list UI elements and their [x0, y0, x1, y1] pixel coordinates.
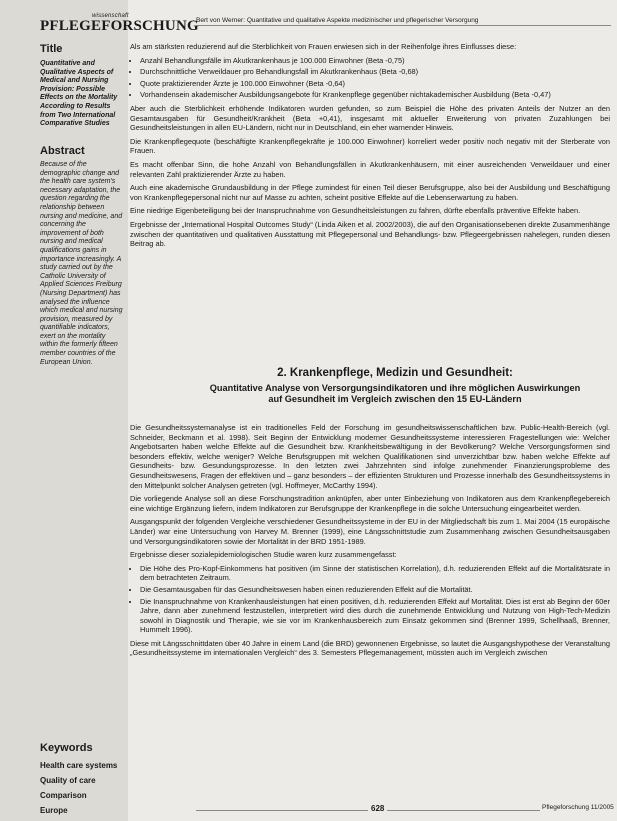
- bottom-bullet-list: [130, 564, 610, 635]
- bullet-item: • Durchschnittliche Verweildauer pro Behandlungsfall im Akutkrankenhaus (Beta -0,68): [140, 67, 610, 77]
- body-paragraph: Aber auch die Sterblichkeit erhöhende Indikatoren wurden gefunden, so zum Beispiel die Höhe des privaten Anteils der Nutzer an den Gesamtausgaben für Gesundheit/Krankheit (Beta +0,41), insgesamt mit aktueller Erweiterung von privaten Zuzahlungen bei Gesundheitsleistungen in allen EU-Ländern, nicht nur in Deutschland, ein eher warnender Hinweis.: [130, 103, 610, 133]
- keyword: Quality of care: [40, 776, 96, 785]
- abstract-heading: Abstract: [40, 145, 85, 157]
- body-paragraph: Die vorliegende Analyse soll an diese Forschungstradition anknüpfen, aber unter Einbeziehung von Indikatoren aus dem Krankenpflegebereich eine wichtige Ergänzung liefern, indem Indikatoren zur Berufsgruppe der Krankenpflege in die solche Untersuchung eingearbeitet werden.: [130, 494, 610, 513]
- keyword: Health care systems: [40, 761, 118, 770]
- title-heading: Title: [40, 43, 63, 55]
- journal-logo: [40, 13, 199, 35]
- body-paragraph: Ausgangspunkt der folgenden Vergleiche verschiedener Gesundheitssysteme in der EU in der Mitgliedschaft bis zum 1. Mai 2004 (15 europäische Länder) war eine Untersuchung von Harvey M. Brenner (1999), eine Längsschnittstudie zum Zusammenhang zwischen Gesundheitsausgaben und Versorgungsindikatoren sowie der Mortalität in der BRD 1951-1989.: [130, 517, 610, 546]
- keyword: Comparison: [40, 791, 87, 800]
- journal-subtitle: wissenschaft: [92, 13, 129, 19]
- journal-name: PFLEGEFORSCHUNG: [40, 18, 199, 34]
- bullet-item: • Die Inanspruchnahme von Krankenhausleistungen hat einen positiven, d.h. reduzierenden Effekt auf Mortalität. Dies ist erst ab Beginn der 60er Jahre, dann aber zunehmend festzustellen, interpretiert wird dies durch die zunehmende Entwicklung und Nutzung von High-Tech-Medizin sowohl in Diagnostik und Therapie, wie sie vor im Krankenhausbereich zum Einsatz gekommen sind (Brenner 1999, Schellhaaß, Brenner, Hummelt 1996).: [140, 597, 610, 635]
- section-title: 2. Krankenpflege, Medizin und Gesundheit:: [277, 367, 513, 379]
- body-paragraph: Es macht offenbar Sinn, die hohe Anzahl von Behandlungsfällen in Akutkrankenhäusern, mit einer ausreichenden Verweildauer und einer relevanten Zahl praktizierender Ärzte zu haben.: [130, 159, 610, 179]
- section-subtitle: Quantitative Analyse von Versorgungsindikatoren und ihre möglichen Auswirkungen auf Gesundheit im Vergleich zwischen den 15 EU-Ländern: [209, 383, 581, 404]
- bullet-item: • Vorhandensein akademischer Ausbildungsangebote für Krankenpflege gegenüber nichtakademischer Ausbildung (Beta -0,47): [140, 90, 610, 100]
- abstract-text: Because of the demographic change and the health care system's necessary adaptation, the question regarding the relationship between nursing and medicine, and concerning the improvement of both nursing and medical qualifications gains in importance increasingly. A study carried out by the Catholic University of Applied Sciences Freiburg (Nursing Department) has analysed the influence which medical and nursing provision, measured by quantifiable indicators, exert on the mortality within the formerly fifteen member countries of the European Union.: [40, 161, 123, 366]
- body-paragraph: Auch eine akademische Grundausbildung in der Pflege zumindest für einen Teil dieser Berufsgruppe, also bei der Ausbildung und Beschäftigung von Krankenpflegepersonal nicht nur auf Masse zu achten, scheint positive Effekte auf die Lebenserwartung zu haben.: [130, 183, 610, 202]
- keywords-heading: Keywords: [40, 742, 93, 754]
- journal-reference: Pflegeforschung 11/2005: [542, 804, 614, 811]
- bullet-item: • Anzahl Behandlungsfälle im Akutkrankenhaus je 100.000 Einwohner (Beta -0,75): [140, 56, 610, 66]
- bullet-item: • Die Gesamtausgaben für das Gesundheitswesen haben einen reduzierenden Effekt auf die Mortalität.: [140, 585, 610, 595]
- bullet-item: • Die Höhe des Pro-Kopf-Einkommens hat positiven (im Sinne der statistischen Korrelation), d.h. reduzierenden Effekt auf die Mortalitätsrate in dem betrachteten Zeitraum.: [140, 564, 610, 583]
- running-head: Bert von Werner: Quantitative und qualitative Aspekte medizinischer und pflegerischer Versorgung: [196, 17, 611, 26]
- title-text: Quantitative and Qualitative Aspects of Medical and Nursing Provision: Possible Effects on the Mortality According to Results from Two International Comparative Studies: [40, 60, 118, 128]
- page-number: 628: [368, 804, 387, 813]
- body-paragraph: Die Krankenpflegequote (beschäftigte Krankenpflegekräfte je 100.000 Einwohner) korreliert weder positiv noch negativ mit der Sterberate von Frauen.: [130, 136, 610, 156]
- bullet-item: • Quote praktizierender Ärzte je 100.000 Einwohner (Beta -0,64): [140, 79, 610, 89]
- main-text-top: [130, 42, 610, 253]
- closing-paragraph: Diese mit Längsschnittdaten über 40 Jahre in einem Land (die BRD) gewonnenen Ergebnisse, so lautet die Ausgangshypothese der Veranstaltung „Gesundheitssysteme im internationalen Vergleich“ des 3. Semesters Pflegemanagement, müssten auch im Vergleich zwischen: [130, 638, 610, 658]
- body-paragraph: Ergebnisse dieser sozialepidemiologischen Studie waren kurz zusammengefasst:: [130, 550, 397, 560]
- intro-paragraph: Als am stärksten reduzierend auf die Sterblichkeit von Frauen erwiesen sich in der Reihenfolge ihres Einflusses diese:: [130, 42, 517, 51]
- keyword: Europe: [40, 806, 68, 815]
- body-paragraph: Ergebnisse der „International Hospital Outcomes Study“ (Linda Aiken et al. 2002/2003), die auf den Organisationsebenen direkte Zusammenhänge zwischen der quantitativen und qualitativen Ausstattung mit Pflegepersonal und Behandlungs- bzw. Pflegeergebnissen nahelegen, runden diesen Beitrag ab.: [130, 219, 610, 249]
- top-bullet-list: [130, 56, 610, 100]
- body-paragraph: Die Gesundheitssystemanalyse ist ein traditionelles Feld der Forschung im gesundheitswissenschaftlichen bzw. Public-Health-Bereich (vgl. Schneider, Beckmann et al. 1998). Seit Beginn der Entwicklung moderner Gesundheitssysteme interessieren Fragestellungen wie: Welcher Angebotsarten haben welche Effekte auf die Gesundheit bzw. Krankheitsbewältigung in der Bevölkerung? Welche Versorgungsformen sind besonders effektiv, welche weniger? Welche Berufsgruppen mit welchen Qualifikationen sind unverzichtbar bzw. haben welche Effekte auf Gesundheits- bzw. Gesundungsprozesse. In den letzten zwei Jahrzehnten sind infolge zunehmender Finanzierungsprobleme des Gesundheitswesens, Fragen der effektiven und – ganz besonders – der effizienten Strukturen und Prozesse innerhalb des Gesundheitssystems in den Mittelpunkt solcher Analysen getreten (vgl. Hoffmeyer, McCarthy 1994).: [130, 423, 610, 490]
- main-text-bottom: [130, 423, 610, 662]
- keywords-list: [40, 758, 125, 818]
- body-paragraph: Eine niedrige Eigenbeteiligung bei der Inanspruchnahme von Gesundheitsleistungen zu fahren, dürfte ebenfalls präventive Effekte haben.: [130, 206, 581, 216]
